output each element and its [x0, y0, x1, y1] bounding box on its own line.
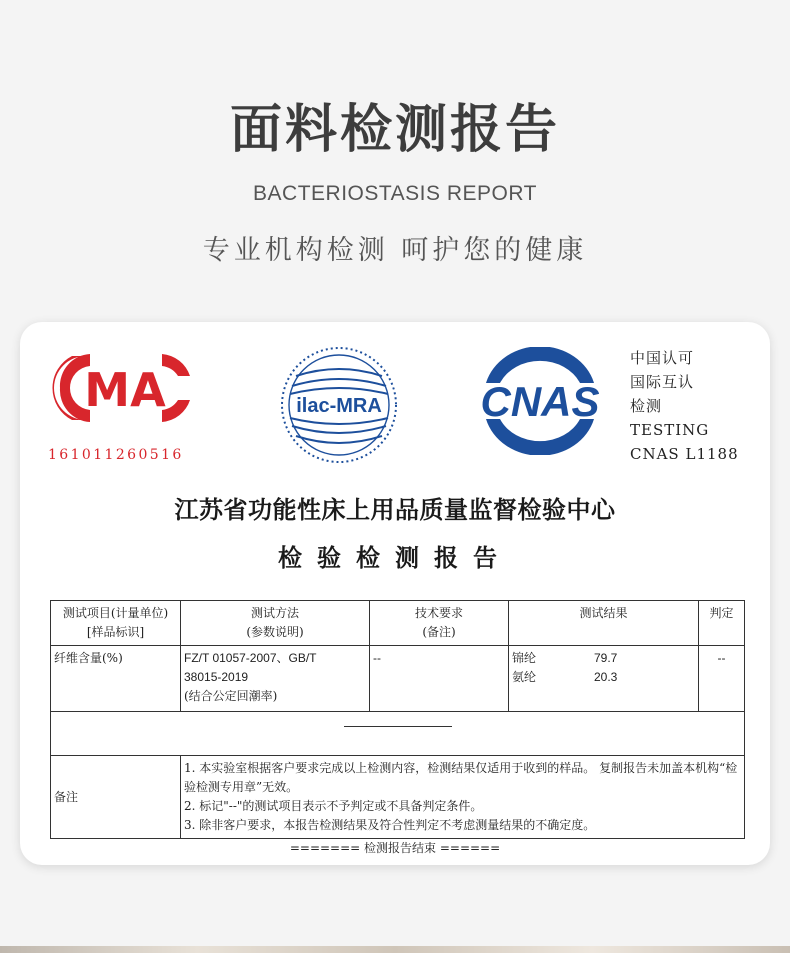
- cnas-line: CNAS L1188: [630, 445, 739, 463]
- note-item: 1. 本实验室根据客户要求完成以上检测内容，检测结果仅适用于收到的样品。 复制报告未加盖本机构“检验检测专用章”无效。: [184, 761, 738, 794]
- table-blank-row: [51, 712, 745, 756]
- header-test-item: 测试项目(计量单位) [样品标识]: [51, 601, 181, 646]
- ilac-mra-logo-icon: [278, 344, 400, 466]
- cma-logo-icon: [50, 348, 198, 428]
- note-item: 3. 除非客户要求，本报告检测结果及符合性判定不考虑测量结果的不确定度。: [184, 818, 596, 832]
- table-header-row: [51, 601, 745, 646]
- bottom-photo-strip: [0, 946, 790, 953]
- test-results-table: [50, 600, 745, 839]
- cnas-accreditation-text: [630, 346, 739, 466]
- result-line: 氨纶 20.3: [512, 670, 618, 684]
- report-certificate-card: [20, 322, 770, 865]
- header-result: 测试结果: [509, 601, 699, 646]
- chinese-slogan: 专业机构检测 呵护您的健康: [202, 235, 588, 266]
- cell-item: 纤维含量(%): [51, 646, 181, 712]
- report-title: 检验检测报告: [278, 544, 512, 572]
- cnas-line: 国际互认: [630, 373, 695, 391]
- page-title: 面料检测报告: [229, 100, 560, 160]
- cell-requirement: --: [370, 646, 509, 712]
- header-judgement: 判定: [699, 601, 745, 646]
- header-test-method: 测试方法 (参数说明): [181, 601, 370, 646]
- cnas-line: TESTING: [630, 421, 710, 439]
- cell-judgement: --: [699, 646, 745, 712]
- cnas-logo-text: CNAS: [480, 378, 600, 425]
- notes-content: [181, 756, 745, 839]
- table-notes-row: [51, 756, 745, 839]
- result-line: 锦纶 79.7: [512, 651, 618, 665]
- cnas-line: 检测: [630, 397, 663, 415]
- cell-result: [509, 646, 699, 712]
- cma-code: 161011260516: [48, 447, 184, 463]
- blank-divider: [344, 726, 452, 727]
- cma-logo-text: MA: [84, 363, 166, 417]
- note-item: 2. 标记"--"的测试项目表示不予判定或不具备判定条件。: [184, 799, 483, 813]
- cell-method: FZ/T 01057-2007、GB/T 38015-2019 (结合公定回潮率): [181, 646, 370, 712]
- testing-organization: 江苏省功能性床上用品质量监督检验中心: [174, 496, 616, 524]
- english-subtitle: BACTERIOSTASIS REPORT: [253, 182, 537, 205]
- cnas-logo-icon: [466, 347, 614, 455]
- ilac-logo-text: ilac-MRA: [296, 395, 382, 417]
- report-end-marker: ======= 检测报告结束 ======: [289, 841, 501, 855]
- header-requirement: 技术要求 (备注): [370, 601, 509, 646]
- cnas-line: 中国认可: [630, 349, 695, 367]
- table-row: [51, 646, 745, 712]
- notes-label: 备注: [51, 756, 181, 839]
